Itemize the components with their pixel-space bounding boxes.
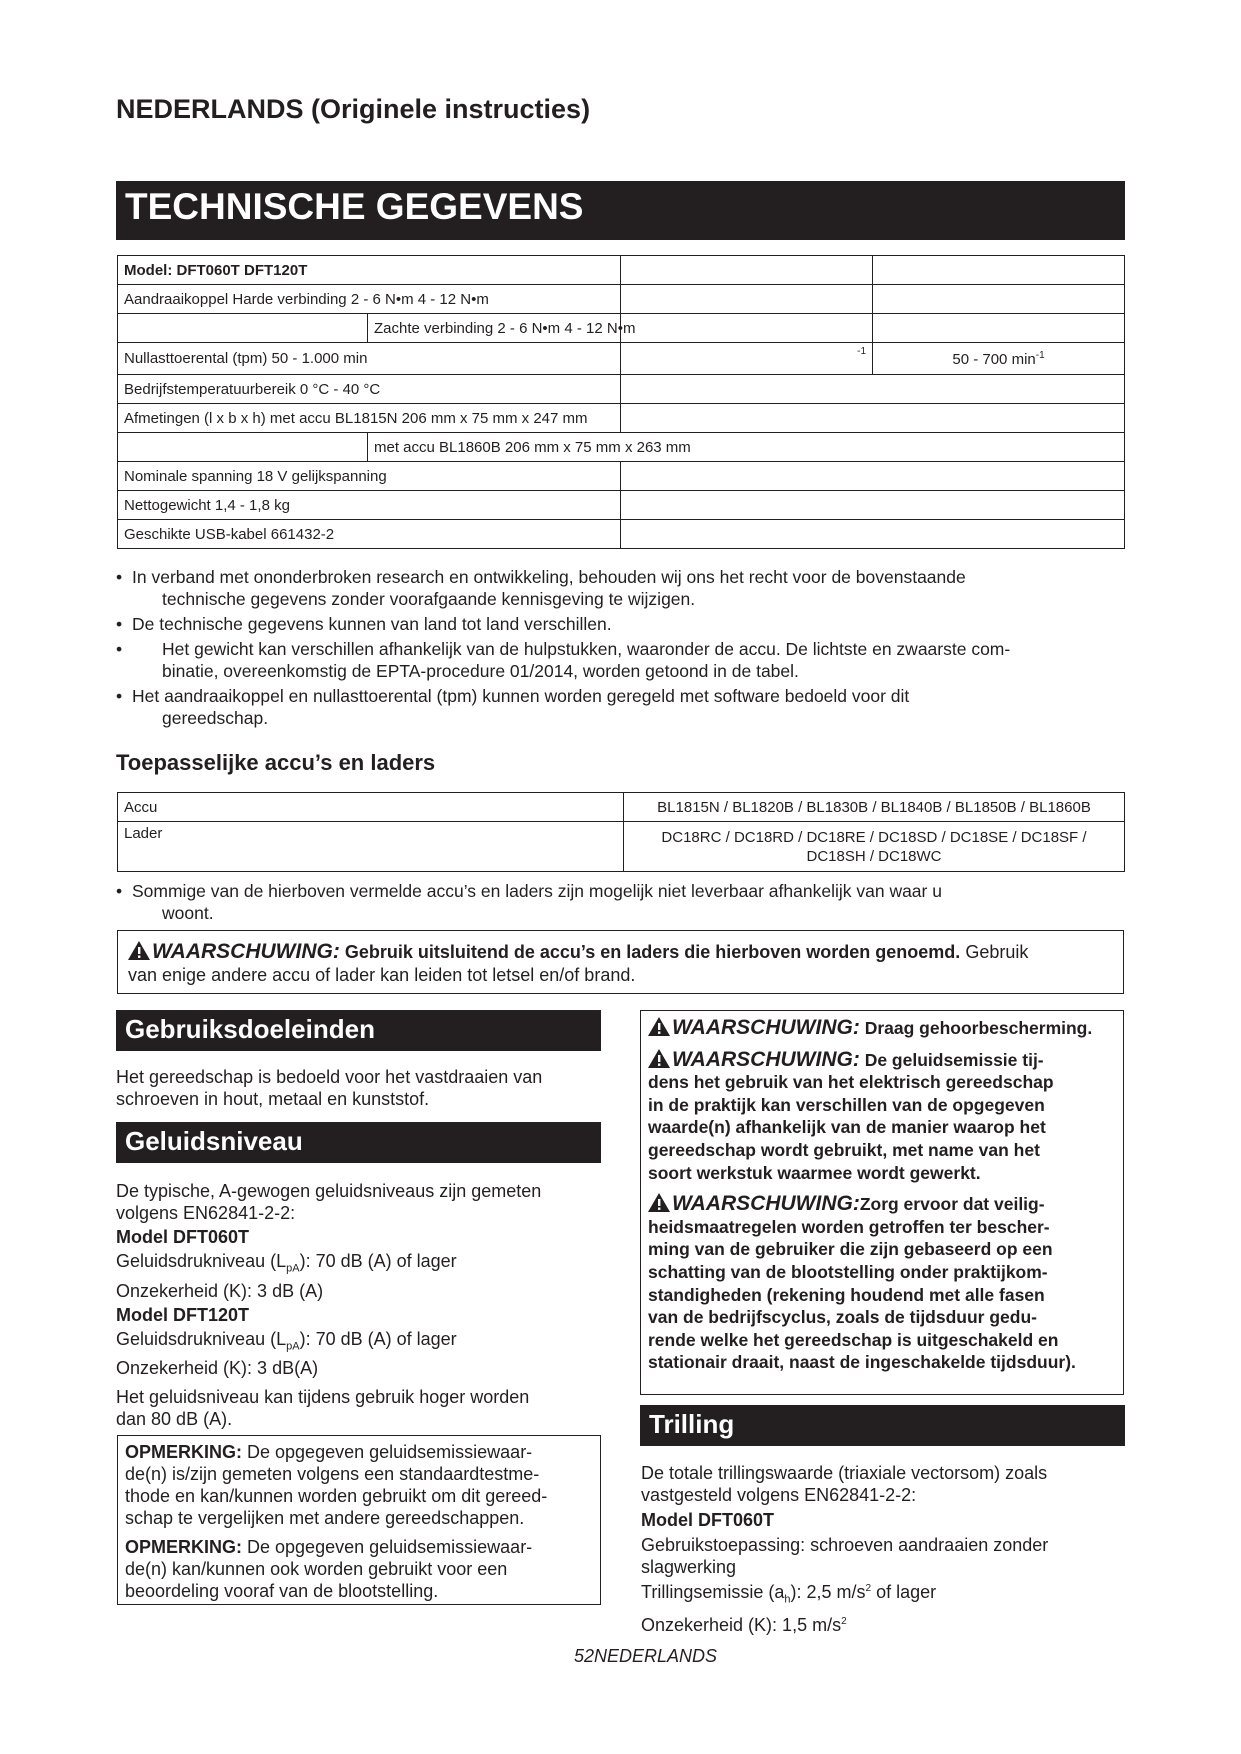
text-line: slagwerking xyxy=(641,1557,737,1577)
text-fragment: ): 2,5 m/s xyxy=(790,1582,866,1602)
warning-box-noise xyxy=(640,1010,1124,1395)
text-line: Gebruikstoepassing: schroeven aandraaien zonder xyxy=(641,1535,1049,1555)
warning-1 xyxy=(648,1017,1116,1040)
warning-text-line: schatting van de blootstelling onder praktijkom- xyxy=(648,1261,1048,1282)
text-line: de(n) is/zijn gemeten volgens een standaardtestme- xyxy=(125,1464,540,1484)
list-item xyxy=(116,638,1125,682)
warning-text-line: waarde(n) afhankelijk van de manier waarop het xyxy=(648,1117,1046,1138)
warning-text: Gebruik xyxy=(965,942,1029,962)
accu-list: BL1815N / BL1820B / BL1830B / BL1840B / BL1850B / BL1860B xyxy=(657,798,1091,816)
text-fragment: Geluidsdrukniveau (L xyxy=(116,1328,287,1349)
table-cell xyxy=(873,314,1125,343)
sound-pressure-line xyxy=(116,1250,606,1280)
table-cell xyxy=(621,375,1125,404)
warning-text-line: rende welke het gereedschap is uitgeschakeld en xyxy=(648,1329,1059,1350)
vibration-uncertainty-line xyxy=(641,1611,1131,1636)
table-cell xyxy=(621,520,1125,549)
vibration-emission-line xyxy=(641,1578,1131,1611)
table-cell xyxy=(118,462,621,491)
text-fragment: Trillingsemissie (a xyxy=(641,1582,785,1602)
table-row xyxy=(118,433,1125,462)
table-cell xyxy=(368,433,1125,462)
table-cell xyxy=(118,793,624,822)
text-line: vastgesteld volgens EN62841-2-2: xyxy=(641,1485,917,1505)
text-line: de(n) kan/kunnen ook worden gebruikt voor een xyxy=(125,1559,508,1579)
spec-speed-dft120t-exponent: -1 xyxy=(1035,349,1045,361)
model-heading: Model DFT060T xyxy=(641,1510,775,1530)
list-item xyxy=(116,880,1125,924)
table-cell xyxy=(624,822,1125,872)
note-label: OPMERKING: xyxy=(125,1537,242,1557)
warning-label: WAARSCHUWING: xyxy=(672,1192,860,1216)
text-line: De typische, A-gewogen geluidsniveaus zijn gemeten xyxy=(116,1181,542,1201)
note-label: OPMERKING: xyxy=(125,1442,242,1462)
subscript: pA xyxy=(286,1262,300,1275)
table-row xyxy=(118,343,1125,375)
spec-voltage: Nominale spanning 18 V gelijkspanning xyxy=(124,467,387,485)
table-cell xyxy=(118,314,368,343)
table-row xyxy=(118,793,1125,822)
warning-box-batteries xyxy=(117,930,1124,994)
table-cell xyxy=(118,256,621,285)
model-heading: Model DFT120T xyxy=(116,1304,250,1325)
batteries-heading: Toepasselijke accu’s en laders xyxy=(116,750,436,775)
text-line: schroeven in hout, metaal en kunststof. xyxy=(116,1089,430,1109)
table-cell xyxy=(621,314,873,343)
note-text: De technische gegevens kunnen van land tot land verschillen. xyxy=(132,614,612,634)
table-row xyxy=(118,491,1125,520)
table-cell xyxy=(118,822,624,872)
table-cell xyxy=(118,343,621,375)
table-row xyxy=(118,822,1125,872)
uncertainty-line: Onzekerheid (K): 3 dB(A) xyxy=(116,1358,319,1379)
spec-notes xyxy=(116,566,1125,729)
uncertainty-line: Onzekerheid (K): 3 dB (A) xyxy=(116,1280,324,1301)
spec-model-label: Model: DFT060T DFT120T xyxy=(124,261,308,279)
note-text: Het aandraaikoppel en nullasttoerental (tpm) kunnen worden geregeld met software bedoeld voor dit xyxy=(132,686,910,706)
text-line: Het geluidsniveau kan tijdens gebruik hoger worden xyxy=(116,1387,530,1408)
list-item xyxy=(116,566,1125,610)
warning-text: De geluidsemissie tij- xyxy=(864,1049,1044,1070)
section-title-geluidsniveau: Geluidsniveau xyxy=(116,1122,601,1163)
warning-text-line: soort werkstuk waarmee wordt gewerkt. xyxy=(648,1162,981,1183)
list-item xyxy=(116,685,1125,729)
warning-text-line: gereedschap wordt gebruikt, met name van het xyxy=(648,1139,1040,1160)
spec-speed-exponent: -1 xyxy=(857,346,867,357)
table-cell xyxy=(118,375,621,404)
note-text: Het gewicht kan verschillen afhankelijk van de hulpstukken, waaronder de accu. De lichtste en zwaarste com- xyxy=(162,639,1011,659)
warning-2 xyxy=(648,1049,1116,1185)
warning-label: WAARSCHUWING: xyxy=(152,940,340,963)
text-fragment: Onzekerheid (K): 1,5 m/s xyxy=(641,1614,842,1635)
spec-speed-dft120t: 50 - 700 min xyxy=(952,350,1036,368)
warning-triangle-icon xyxy=(128,941,150,960)
text-fragment: ): 70 dB (A) of lager xyxy=(299,1328,457,1349)
text-fragment: De opgegeven geluidsemissiewaar- xyxy=(247,1442,533,1462)
spec-torque-hard: Aandraaikoppel Harde verbinding 2 - 6 N•m 4 - 12 N•m xyxy=(124,290,489,308)
warning-text-line: dens het gebruik van het elektrisch gereedschap xyxy=(648,1072,1054,1093)
warning-triangle-icon xyxy=(648,1193,670,1212)
subscript: h xyxy=(784,1593,791,1606)
warning-text-line: heidsmaatregelen worden getroffen ter bescher- xyxy=(648,1216,1050,1237)
batteries-table xyxy=(117,792,1125,872)
page-footer: 52NEDERLANDS xyxy=(573,1646,718,1666)
batteries-note xyxy=(116,880,1125,924)
table-cell xyxy=(624,793,1125,822)
text-fragment: ): 70 dB (A) of lager xyxy=(299,1251,457,1271)
spec-dimensions-bl1860b: met accu BL1860B 206 mm x 75 mm x 263 mm xyxy=(374,438,691,456)
text-line: De totale trillingswaarde (triaxiale vectorsom) zoals xyxy=(641,1463,1048,1483)
superscript: 2 xyxy=(841,1615,847,1627)
warning-triangle-icon xyxy=(648,1049,670,1068)
table-cell xyxy=(118,520,621,549)
warning-label: WAARSCHUWING: xyxy=(672,1016,860,1039)
spec-torque-soft: Zachte verbinding 2 - 6 N•m 4 - 12 N•m xyxy=(374,319,636,337)
note-text: binatie, overeenkomstig de EPTA-procedure 01/2014, worden getoond in de tabel. xyxy=(162,661,799,681)
charger-list-line1: DC18RC / DC18RD / DC18RE / DC18SD / DC18SE / DC18SF / xyxy=(661,828,1087,846)
warning-text-line: ming van de gebruiker die zijn gebaseerd op een xyxy=(648,1239,1053,1260)
table-row xyxy=(118,520,1125,549)
noise-section xyxy=(116,1180,606,1430)
table-row xyxy=(118,314,1125,343)
warning-text: Zorg ervoor dat veilig- xyxy=(859,1194,1045,1215)
warning-text: Draag gehoorbescherming. xyxy=(864,1018,1093,1038)
model-heading: Model DFT060T xyxy=(116,1227,250,1247)
text-fragment: Geluidsdrukniveau (L xyxy=(116,1251,287,1271)
table-row xyxy=(118,256,1125,285)
sound-pressure-line xyxy=(116,1328,606,1358)
table-cell xyxy=(873,256,1125,285)
charger-list-line2: DC18SH / DC18WC xyxy=(806,847,942,865)
text-line: thode en kan/kunnen worden gebruikt om dit gereed- xyxy=(125,1486,548,1506)
text-line: beoordeling vooraf van de blootstelling. xyxy=(125,1581,439,1601)
text-fragment: of lager xyxy=(871,1582,937,1602)
note-text: technische gegevens zonder voorafgaande kennisgeving te wijzigen. xyxy=(162,589,696,609)
warning-bold-text: Gebruik uitsluitend de accu’s en laders die hierboven worden genoemd. xyxy=(344,942,961,962)
table-row xyxy=(118,404,1125,433)
vibration-section xyxy=(641,1462,1131,1636)
text-line: dan 80 dB (A). xyxy=(116,1409,233,1430)
superscript: 2 xyxy=(865,1583,872,1594)
warning-text-line: stationair draait, naast de ingeschakelde tijdsduur). xyxy=(648,1352,1076,1373)
table-row xyxy=(118,285,1125,314)
spec-weight: Nettogewicht 1,4 - 1,8 kg xyxy=(124,496,290,514)
spec-usb-cable: Geschikte USB-kabel 661432-2 xyxy=(124,525,335,543)
text-line: Het gereedschap is bedoeld voor het vastdraaien van xyxy=(116,1067,543,1087)
table-cell xyxy=(621,256,873,285)
warning-label: WAARSCHUWING: xyxy=(672,1047,860,1071)
table-cell xyxy=(118,285,621,314)
table-cell xyxy=(621,462,1125,491)
list-item xyxy=(116,613,1125,635)
text-line: schap te vergelijken met andere gereedschappen. xyxy=(125,1508,525,1528)
warning-3 xyxy=(648,1193,1116,1374)
text-line: volgens EN62841-2-2: xyxy=(116,1203,296,1223)
spec-table xyxy=(117,255,1125,549)
table-cell xyxy=(368,314,636,343)
note-text: Sommige van de hierboven vermelde accu’s en laders zijn mogelijk niet leverbaar afhankelijk van waar u xyxy=(132,881,942,901)
section-title-trilling: Trilling xyxy=(640,1405,1125,1446)
spec-dimensions-bl1815n: Afmetingen (l x b x h) met accu BL1815N 206 mm x 75 mm x 247 mm xyxy=(124,409,588,427)
note-text: woont. xyxy=(162,903,214,923)
table-cell xyxy=(621,491,1125,520)
accu-label: Accu xyxy=(124,798,158,816)
usage-text xyxy=(116,1066,606,1110)
warning-text-line: standigheden (rekening houdend met alle fasen xyxy=(648,1284,1045,1305)
table-cell xyxy=(118,433,368,462)
spec-speed: Nullasttoerental (tpm) 50 - 1.000 min xyxy=(124,350,368,367)
table-cell xyxy=(621,404,1125,433)
table-cell xyxy=(873,343,1125,375)
table-row xyxy=(118,375,1125,404)
warning-text-line: in de praktijk kan verschillen van de opgegeven xyxy=(648,1094,1045,1115)
note-1 xyxy=(125,1441,593,1529)
warning-triangle-icon xyxy=(648,1017,670,1036)
spec-temperature: Bedrijfstemperatuurbereik 0 °C - 40 °C xyxy=(124,380,381,398)
table-cell xyxy=(621,285,873,314)
table-cell xyxy=(118,491,621,520)
warning-text-line: van de bedrijfscyclus, zoals de tijdsduur gedu- xyxy=(648,1307,1037,1328)
subscript: pA xyxy=(286,1340,300,1353)
language-title: NEDERLANDS (Originele instructies) xyxy=(116,94,591,124)
charger-label: Lader xyxy=(124,825,163,842)
note-text: gereedschap. xyxy=(162,708,269,728)
section-title-gebruiksdoeleinden: Gebruiksdoeleinden xyxy=(116,1010,601,1051)
table-cell xyxy=(873,285,1125,314)
table-cell xyxy=(118,404,621,433)
text-fragment: De opgegeven geluidsemissiewaar- xyxy=(247,1537,533,1557)
section-title-technische-gegevens: TECHNISCHE GEGEVENS xyxy=(116,181,1125,240)
note-box-noise xyxy=(117,1435,601,1605)
warning-text-line2: van enige andere accu of lader kan leiden tot letsel en/of brand. xyxy=(128,965,636,985)
note-2 xyxy=(125,1536,593,1602)
note-text: In verband met ononderbroken research en ontwikkeling, behouden wij ons het recht voor de bovenstaande xyxy=(132,567,966,587)
table-row xyxy=(118,462,1125,491)
table-cell xyxy=(621,343,873,375)
